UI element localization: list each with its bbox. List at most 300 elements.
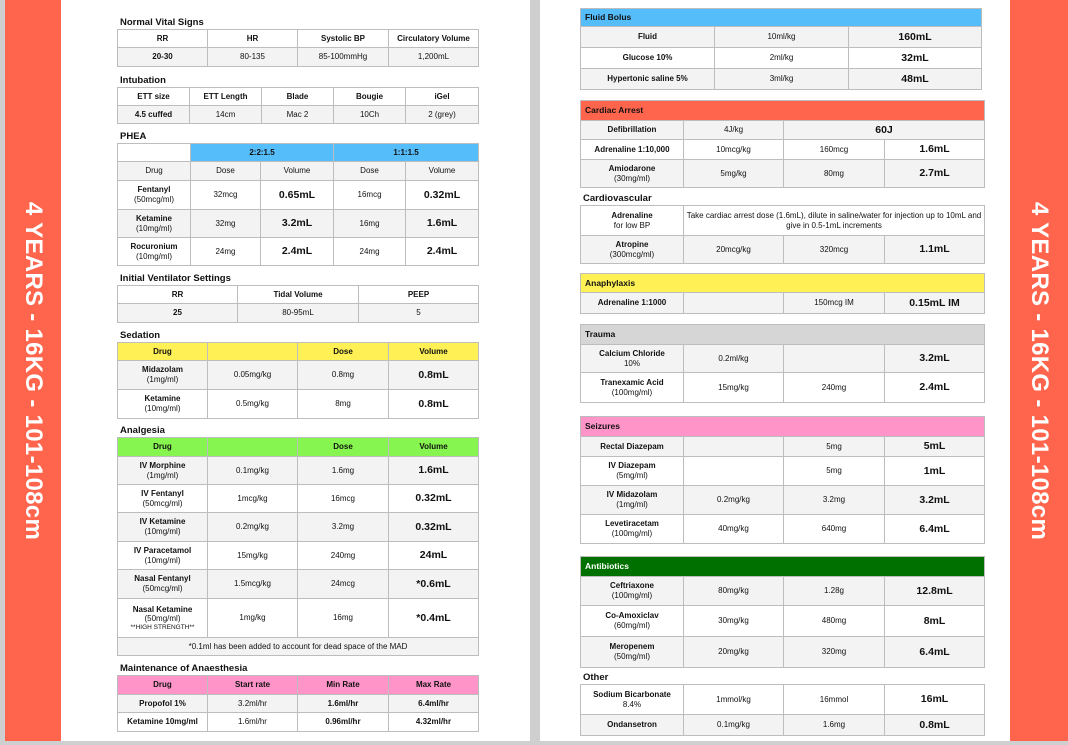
- drug-name-cell: [118, 542, 208, 570]
- table-cell: 160mcg: [784, 140, 885, 160]
- drug-concentration: 10%: [623, 358, 640, 368]
- cardiac-arrest-banner-title: Cardiac Arrest: [581, 101, 985, 121]
- header-row: [118, 30, 479, 48]
- table-row: [581, 715, 985, 736]
- table-row: [581, 293, 985, 314]
- table-cell: 30mg/kg: [684, 606, 784, 637]
- table-cell: 14cm: [190, 106, 262, 124]
- drug-name: Sodium Bicarbonate: [593, 689, 671, 699]
- volume-cell: 1.6mL: [389, 457, 479, 485]
- drug-name-cell: [581, 373, 684, 403]
- table-cell: 2ml/kg: [715, 48, 849, 69]
- table-row: [118, 361, 479, 390]
- table-cell: Volume: [406, 162, 479, 181]
- table-cell: 0.5mg/kg: [208, 390, 298, 419]
- column-header: 2:2:1.5: [191, 144, 334, 162]
- table-row: [581, 515, 985, 544]
- strip-label: 4 YEARS - 16KG - 101-108cm: [20, 201, 47, 540]
- table-cell: 15mg/kg: [208, 542, 298, 570]
- fluid-bolus-table: [580, 8, 982, 90]
- table-cell: 1mg/kg: [208, 599, 298, 638]
- table-cell: [684, 437, 784, 457]
- table-row: [581, 160, 985, 188]
- table-cell: 16mcg: [334, 181, 406, 210]
- table-cell: 6.4ml/hr: [389, 695, 479, 713]
- table-cell: 0.2mg/kg: [684, 486, 784, 515]
- table-cell: 150mcg IM: [784, 293, 885, 314]
- footnote: *0.1ml has been added to account for dead space of the MAD: [118, 638, 479, 656]
- volume-cell: 0.32mL: [406, 181, 479, 210]
- column-header: Drug: [118, 676, 208, 695]
- table-cell: 0.2mg/kg: [208, 513, 298, 542]
- table-row: [118, 304, 479, 323]
- drug-name: Ketamine: [135, 213, 172, 223]
- volume-cell: 32mL: [849, 48, 982, 69]
- table-cell: 3.2ml/hr: [208, 695, 298, 713]
- column-header: [208, 438, 298, 457]
- volume-cell: 6.4mL: [885, 515, 985, 544]
- table-cell: 10Ch: [334, 106, 406, 124]
- drug-name-cell: [581, 206, 684, 236]
- volume-cell: 2.4mL: [261, 238, 334, 266]
- table-row: [118, 599, 479, 638]
- table-cell: 480mg: [784, 606, 885, 637]
- drug-concentration: (100mg/ml): [611, 591, 653, 600]
- table-cell: 16mg: [334, 210, 406, 238]
- drug-name-cell: [581, 577, 684, 606]
- table-cell: 1mmol/kg: [684, 685, 784, 715]
- table-cell: 4.32ml/hr: [389, 713, 479, 732]
- table-row: [581, 121, 985, 140]
- table-cell: 0.96ml/hr: [298, 713, 389, 732]
- table-cell: Dose: [334, 162, 406, 181]
- drug-concentration: (10mg/ml): [135, 223, 172, 233]
- table-cell: 40mg/kg: [684, 515, 784, 544]
- energy-cell: 60J: [784, 121, 985, 140]
- column-header: Bougie: [334, 88, 406, 106]
- drug-name-cell: 25: [118, 304, 238, 323]
- column-header: RR: [118, 30, 208, 48]
- drug-name-cell: [118, 513, 208, 542]
- volume-cell: 3.2mL: [885, 486, 985, 515]
- column-header: Blade: [262, 88, 334, 106]
- drug-name-cell: 4.5 cuffed: [118, 106, 190, 124]
- table-cell: 15mg/kg: [684, 373, 784, 403]
- normal-vitals-title: Normal Vital Signs: [120, 17, 204, 28]
- table-cell: 20mcg/kg: [684, 236, 784, 264]
- drug-name-cell: [581, 457, 684, 486]
- header-row: [118, 676, 479, 695]
- header-row: [118, 88, 479, 106]
- table-cell: 1.6ml/hr: [208, 713, 298, 732]
- drug-name: Co-Amoxiclav: [605, 611, 659, 621]
- header-row: [118, 438, 479, 457]
- volume-cell: 0.32mL: [389, 485, 479, 513]
- table-cell: 5mg: [784, 457, 885, 486]
- cardiac-arrest-table: [580, 100, 985, 188]
- volume-cell: 24mL: [389, 542, 479, 570]
- drug-concentration: (50mcg/ml): [133, 195, 174, 204]
- table-cell: 0.1mg/kg: [684, 715, 784, 736]
- fluid-bolus-banner-title: Fluid Bolus: [581, 9, 982, 27]
- table-cell: 240mg: [784, 373, 885, 403]
- right-age-strip: [1010, 0, 1068, 741]
- drug-name-cell: [581, 486, 684, 515]
- header-row: [118, 286, 479, 304]
- volume-cell: 16mL: [885, 685, 985, 715]
- drug-name: IV Midazolam: [606, 490, 658, 500]
- drug-name-cell: [118, 210, 191, 238]
- drug-name: Levetiracetam: [605, 519, 659, 529]
- drug-name-cell: [118, 570, 208, 599]
- volume-cell: 0.8mL: [389, 390, 479, 419]
- antibiotics-banner-title: Antibiotics: [581, 557, 985, 577]
- volume-cell: 0.8mL: [389, 361, 479, 390]
- table-cell: 16mmol: [784, 685, 885, 715]
- anaphylaxis-table: [580, 273, 985, 314]
- strip-label: 4 YEARS - 16KG - 101-108cm: [1026, 201, 1053, 540]
- drug-name-cell: Ketamine 10mg/ml: [118, 713, 208, 732]
- column-header: Max Rate: [389, 676, 479, 695]
- table-row: [581, 457, 985, 486]
- sedation-title: Sedation: [120, 330, 161, 341]
- cardiovascular-title: Cardiovascular: [583, 193, 652, 204]
- volume-cell: 5mL: [885, 437, 985, 457]
- table-cell: [684, 457, 784, 486]
- drug-name-cell: [581, 236, 684, 264]
- drug-name: Midazolam: [142, 365, 183, 375]
- sedation-table: [117, 342, 479, 419]
- drug-name-cell: Glucose 10%: [581, 48, 715, 69]
- header-row: [118, 144, 479, 162]
- table-cell: 80mg/kg: [684, 577, 784, 606]
- drug-concentration: 8.4%: [622, 699, 642, 709]
- table-cell: 16mg: [298, 599, 389, 638]
- column-header: Volume: [389, 343, 479, 361]
- drug-name-cell: [118, 390, 208, 419]
- table-cell: 1.28g: [784, 577, 885, 606]
- column-header: Circulatory Volume: [389, 30, 479, 48]
- seizures-banner-title: Seizures: [581, 417, 985, 437]
- anaphylaxis-banner-title: Anaphylaxis: [581, 274, 985, 293]
- table-cell: 5mg/kg: [684, 160, 784, 188]
- volume-cell: 1.6mL: [885, 140, 985, 160]
- analgesia-table: [117, 437, 479, 656]
- drug-name-cell: [581, 345, 684, 373]
- seizures-banner: [581, 417, 985, 437]
- table-cell: 80-135: [208, 48, 298, 67]
- table-row: [118, 238, 479, 266]
- drug-concentration: (10mg/ml): [144, 404, 181, 413]
- drug-concentration: (100mg/ml): [611, 387, 653, 397]
- drug-concentration: (50mcg/ml): [142, 584, 183, 593]
- drug-concentration: (50mcg/ml): [142, 498, 183, 508]
- table-cell: 0.2ml/kg: [684, 345, 784, 373]
- table-row: [118, 106, 479, 124]
- drug-name-cell: [581, 637, 684, 668]
- drug-concentration: (10mg/ml): [135, 251, 172, 261]
- column-header: Tidal Volume: [238, 286, 359, 304]
- table-row: [581, 486, 985, 515]
- header-row: [118, 343, 479, 361]
- table-row: [118, 457, 479, 485]
- table-cell: 1.6mg: [298, 457, 389, 485]
- column-header: Dose: [298, 343, 389, 361]
- table-row: [581, 27, 982, 48]
- drug-concentration: (60mg/ml): [613, 621, 650, 630]
- volume-cell: *0.4mL: [389, 599, 479, 638]
- drug-concentration: (100mg/ml): [611, 529, 653, 538]
- drug-name-cell: Ondansetron: [581, 715, 684, 736]
- column-header: Volume: [389, 438, 479, 457]
- drug-name: IV Diazepam: [608, 461, 656, 471]
- drug-name-cell: [118, 361, 208, 390]
- volume-cell: 0.15mL IM: [885, 293, 985, 314]
- drug-name-cell: [118, 238, 191, 266]
- drug-name-cell: Fluid: [581, 27, 715, 48]
- drug-name: Fentanyl: [137, 185, 171, 195]
- drug-name-cell: Defibrillation: [581, 121, 684, 140]
- drug-name-cell: [118, 599, 208, 638]
- drug-name: Nasal Ketamine: [132, 604, 193, 614]
- table-row: [118, 695, 479, 713]
- table-cell: 1.6mg: [784, 715, 885, 736]
- table-cell: 0.05mg/kg: [208, 361, 298, 390]
- trauma-banner: [581, 325, 985, 345]
- trauma-table: [580, 324, 985, 403]
- volume-cell: 12.8mL: [885, 577, 985, 606]
- table-cell: 0.1mg/kg: [208, 457, 298, 485]
- antibiotics-table: [580, 556, 985, 668]
- column-header: [208, 343, 298, 361]
- table-row: [118, 210, 479, 238]
- drug-name: Amiodarone: [608, 163, 656, 173]
- volume-cell: 160mL: [849, 27, 982, 48]
- volume-cell: 8mL: [885, 606, 985, 637]
- column-header: Min Rate: [298, 676, 389, 695]
- table-cell: 4J/kg: [684, 121, 784, 140]
- table-cell: 0.8mg: [298, 361, 389, 390]
- table-cell: 8mg: [298, 390, 389, 419]
- intubation-title: Intubation: [120, 75, 166, 86]
- table-cell: Dose: [191, 162, 261, 181]
- table-row: [118, 570, 479, 599]
- table-row: [118, 485, 479, 513]
- column-header: RR: [118, 286, 238, 304]
- table-row: [118, 542, 479, 570]
- drug-name: Adrenaline: [611, 210, 653, 220]
- drug-name: IV Fentanyl: [141, 488, 184, 498]
- table-row: [581, 685, 985, 715]
- table-row: [581, 437, 985, 457]
- drug-name: Atropine: [615, 239, 649, 249]
- table-cell: 16mcg: [298, 485, 389, 513]
- volume-cell: 0.8mL: [885, 715, 985, 736]
- column-header: Start rate: [208, 676, 298, 695]
- table-cell: 10mcg/kg: [684, 140, 784, 160]
- table-cell: 320mg: [784, 637, 885, 668]
- volume-cell: *0.6mL: [389, 570, 479, 599]
- table-cell: 10ml/kg: [715, 27, 849, 48]
- drug-name: IV Paracetamol: [133, 545, 192, 555]
- drug-name-cell: [581, 160, 684, 188]
- table-row: [581, 606, 985, 637]
- table-cell: 85-100mmHg: [298, 48, 389, 67]
- intubation-table: [117, 87, 479, 124]
- drug-name: Rocuronium: [130, 241, 178, 251]
- cardiac-arrest-banner: [581, 101, 985, 121]
- column-header: Systolic BP: [298, 30, 389, 48]
- volume-cell: 2.4mL: [885, 373, 985, 403]
- trauma-banner-title: Trauma: [581, 325, 985, 345]
- table-cell: 80-95mL: [238, 304, 359, 323]
- normal-vitals-table: [117, 29, 479, 67]
- table-cell: 1.5mcg/kg: [208, 570, 298, 599]
- drug-concentration: (50mg/ml): [144, 614, 181, 624]
- drug-name: Nasal Fentanyl: [134, 574, 191, 584]
- fluid-bolus-banner: [581, 9, 982, 27]
- drug-warning: **HIGH STRENGTH**: [130, 623, 195, 631]
- table-row: [581, 140, 985, 160]
- table-cell: 20mg/kg: [684, 637, 784, 668]
- drug-concentration: (300mcg/ml): [609, 249, 655, 259]
- volume-cell: 6.4mL: [885, 637, 985, 668]
- drug-name-cell: Adrenaline 1:1000: [581, 293, 684, 314]
- volume-cell: 1.1mL: [885, 236, 985, 264]
- table-row: [581, 373, 985, 403]
- table-cell: Volume: [261, 162, 334, 181]
- analgesia-title: Analgesia: [120, 425, 165, 436]
- column-header: 1:1:1.5: [334, 144, 479, 162]
- anaphylaxis-banner: [581, 274, 985, 293]
- table-cell: 3.2mg: [298, 513, 389, 542]
- seizures-table: [580, 416, 985, 544]
- table-row: [581, 637, 985, 668]
- volume-cell: 1.6mL: [406, 210, 479, 238]
- table-row: [581, 206, 985, 236]
- column-header: Drug: [118, 343, 208, 361]
- column-header: ETT Length: [190, 88, 262, 106]
- table-row: [118, 713, 479, 732]
- volume-cell: 48mL: [849, 69, 982, 90]
- volume-cell: 2.7mL: [885, 160, 985, 188]
- drug-name-cell: Hypertonic saline 5%: [581, 69, 715, 90]
- drug-name: Meropenem: [609, 642, 655, 652]
- drug-name: Tranexamic Acid: [600, 377, 664, 387]
- drug-concentration: for low BP: [613, 220, 651, 230]
- drug-name-cell: [581, 515, 684, 544]
- column-header: HR: [208, 30, 298, 48]
- table-row: [581, 236, 985, 264]
- drug-concentration: (30mg/ml): [613, 173, 650, 183]
- table-cell: 320mcg: [784, 236, 885, 264]
- table-cell: 1,200mL: [389, 48, 479, 67]
- table-cell: 24mg: [191, 238, 261, 266]
- table-row: [118, 162, 479, 181]
- column-header: PEEP: [359, 286, 479, 304]
- drug-name-cell: [118, 181, 191, 210]
- other-title: Other: [583, 672, 609, 683]
- table-cell: 3.2mg: [784, 486, 885, 515]
- drug-name-cell: [581, 606, 684, 637]
- table-cell: 3ml/kg: [715, 69, 849, 90]
- column-header: [118, 144, 191, 162]
- table-cell: [684, 293, 784, 314]
- left-age-strip: [5, 0, 61, 741]
- table-cell: 2 (grey): [406, 106, 479, 124]
- table-row: [581, 345, 985, 373]
- column-header: ETT size: [118, 88, 190, 106]
- table-row: [581, 577, 985, 606]
- table-row: [118, 513, 479, 542]
- drug-concentration: (1mg/ml): [146, 470, 179, 480]
- table-cell: 5mg: [784, 437, 885, 457]
- instruction-cell: Take cardiac arrest dose (1.6mL), dilute in saline/water for injection up to 10mL and give in 0.5-1mL increments: [684, 206, 985, 236]
- volume-cell: 0.32mL: [389, 513, 479, 542]
- table-cell: [784, 345, 885, 373]
- antibiotics-banner: [581, 557, 985, 577]
- table-row: [118, 48, 479, 67]
- volume-cell: 1mL: [885, 457, 985, 486]
- table-row: [581, 69, 982, 90]
- drug-name-cell: Adrenaline 1:10,000: [581, 140, 684, 160]
- volume-cell: 3.2mL: [261, 210, 334, 238]
- table-cell: 1.6ml/hr: [298, 695, 389, 713]
- table-row: [118, 181, 479, 210]
- column-header: Dose: [298, 438, 389, 457]
- table-cell: 24mcg: [298, 570, 389, 599]
- volume-cell: 0.65mL: [261, 181, 334, 210]
- drug-concentration: (50mg/ml): [613, 652, 650, 661]
- phea-table: [117, 143, 479, 266]
- drug-name-cell: [118, 485, 208, 513]
- cardiovascular-table: [580, 205, 985, 264]
- drug-name: IV Morphine: [139, 460, 186, 470]
- phea-title: PHEA: [120, 131, 147, 142]
- table-cell: 240mg: [298, 542, 389, 570]
- table-cell: 5: [359, 304, 479, 323]
- drug-name-cell: 20-30: [118, 48, 208, 67]
- table-cell: 80mg: [784, 160, 885, 188]
- drug-concentration: (5mg/ml): [616, 471, 648, 480]
- maintenance-title: Maintenance of Anaesthesia: [120, 663, 248, 674]
- column-header: iGel: [406, 88, 479, 106]
- table-cell: Drug: [118, 162, 191, 181]
- drug-concentration: (10mg/ml): [144, 555, 181, 565]
- drug-name: IV Ketamine: [139, 517, 186, 527]
- column-header: Drug: [118, 438, 208, 457]
- table-cell: 640mg: [784, 515, 885, 544]
- ventilator-table: [117, 285, 479, 323]
- drug-concentration: (10mg/ml): [144, 527, 181, 536]
- maintenance-table: [117, 675, 479, 732]
- drug-name: Calcium Chloride: [599, 348, 665, 358]
- table-row: [118, 390, 479, 419]
- ventilator-title: Initial Ventilator Settings: [120, 273, 231, 284]
- volume-cell: 3.2mL: [885, 345, 985, 373]
- drug-name-cell: [118, 457, 208, 485]
- drug-name: Ceftriaxone: [609, 581, 654, 591]
- drug-concentration: (1mg/ml): [616, 500, 648, 509]
- other-table: [580, 684, 985, 736]
- drug-name-cell: Rectal Diazepam: [581, 437, 684, 457]
- table-row: [581, 48, 982, 69]
- drug-name-cell: Propofol 1%: [118, 695, 208, 713]
- drug-concentration: (1mg/ml): [146, 375, 179, 384]
- table-cell: 32mg: [191, 210, 261, 238]
- drug-name: Ketamine: [144, 394, 181, 404]
- table-cell: 1mcg/kg: [208, 485, 298, 513]
